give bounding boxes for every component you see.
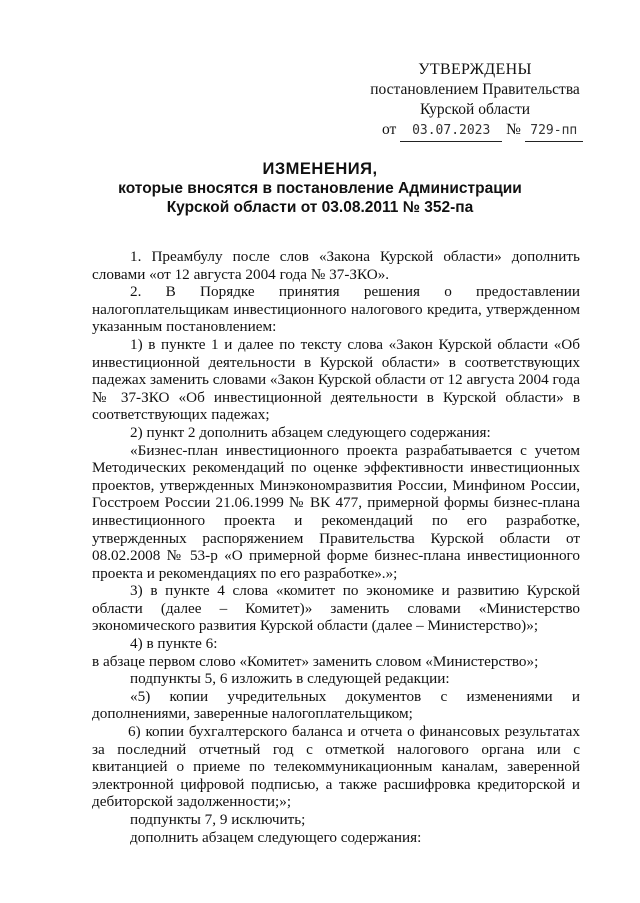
paragraph-subpoint-5: «5) копии учредительных документов с изменениями и дополнениями, заверенные налогоплательщиком; (92, 687, 580, 723)
title-main: ИЗМЕНЕНИЯ, (262, 160, 378, 178)
approval-date: 03.07.2023 (400, 121, 502, 142)
number-label: № (506, 121, 521, 138)
approval-line-2: Курской области (419, 101, 531, 118)
from-label: от (382, 121, 397, 138)
approval-date-number (360, 120, 590, 142)
approval-heading: УТВЕРЖДЕНЫ (418, 61, 532, 78)
approval-stamp (360, 60, 590, 142)
paragraph-exclude: подпункты 7, 9 исключить; (130, 811, 306, 828)
approval-number: 729-пп (525, 121, 583, 142)
paragraph-2-4: 4) в пункте 6: (130, 635, 218, 653)
paragraph-add-abzac: дополнить абзацем следующего содержания: (130, 828, 422, 846)
paragraph-2: 2. В Порядке принятия решения о предоставлении налогоплательщикам инвестиционного налогового кредита, утвержденном указанным постановлением: (92, 283, 580, 336)
paragraph-2-1: 1) в пункте 1 и далее по тексту слова «Закон Курской области «Об инвестиционной деятельности в Курской области» в соответствующих падежах заменить словами «Закон Курской области от 12 августа 2004 года № 37-ЗКО «Об инвестиционной деятельности в Курской области» в соответствующих падежах; (92, 335, 580, 424)
title-line-2: которые вносятся в постановление Администрации (118, 180, 522, 197)
approval-line-1: постановлением Правительства (370, 81, 580, 98)
paragraph-2-3: 3) в пункте 4 слова «комитет по экономике и развитию Курской области (далее – Комитет)» заменить словами «Министерство экономического развития Курской области (далее – Министерство)»; (92, 582, 580, 635)
document-title (90, 160, 550, 217)
paragraph-subpoints-5-6: подпункты 5, 6 изложить в следующей редакции: (130, 670, 450, 688)
paragraph-1: 1. Преамбулу после слов «Закона Курской области» дополнить словами «от 12 августа 2004 года № 37-ЗКО». (92, 248, 580, 283)
title-line-3: Курской области от 03.08.2011 № 352-па (166, 199, 474, 216)
paragraph-business-plan: «Бизнес-план инвестиционного проекта разрабатывается с учетом Методических рекомендаций по оценке эффективности инвестиционных проектов, утвержденных Минэкономразвития России, Минфином России, Госстроем России 21.06.1999 № ВК 477, примерной формы бизнес-плана инвестиционного проекта и рекомендаций по его разработке, утвержденных распоряжением Правительства Курской области от 08.02.2008 № 53-р «О примерной форме бизнес-плана инвестиционного проекта и рекомендациях по его разработке».»; (92, 441, 580, 582)
paragraph-first-abzac: в абзаце первом слово «Комитет» заменить словом «Министерство»; (92, 652, 539, 670)
paragraph-2-2: 2) пункт 2 дополнить абзацем следующего содержания: (130, 423, 491, 441)
document-body (92, 248, 580, 846)
paragraph-subpoint-6: 6) копии бухгалтерского баланса и отчета о финансовых результатах за последний отчетный год с отметкой налогового органа или с квитанцией о приеме по телекоммуникационным каналам, заверенной электронной цифровой подписью, а также расшифровка кредиторской и дебиторской задолженности;»; (92, 723, 580, 811)
